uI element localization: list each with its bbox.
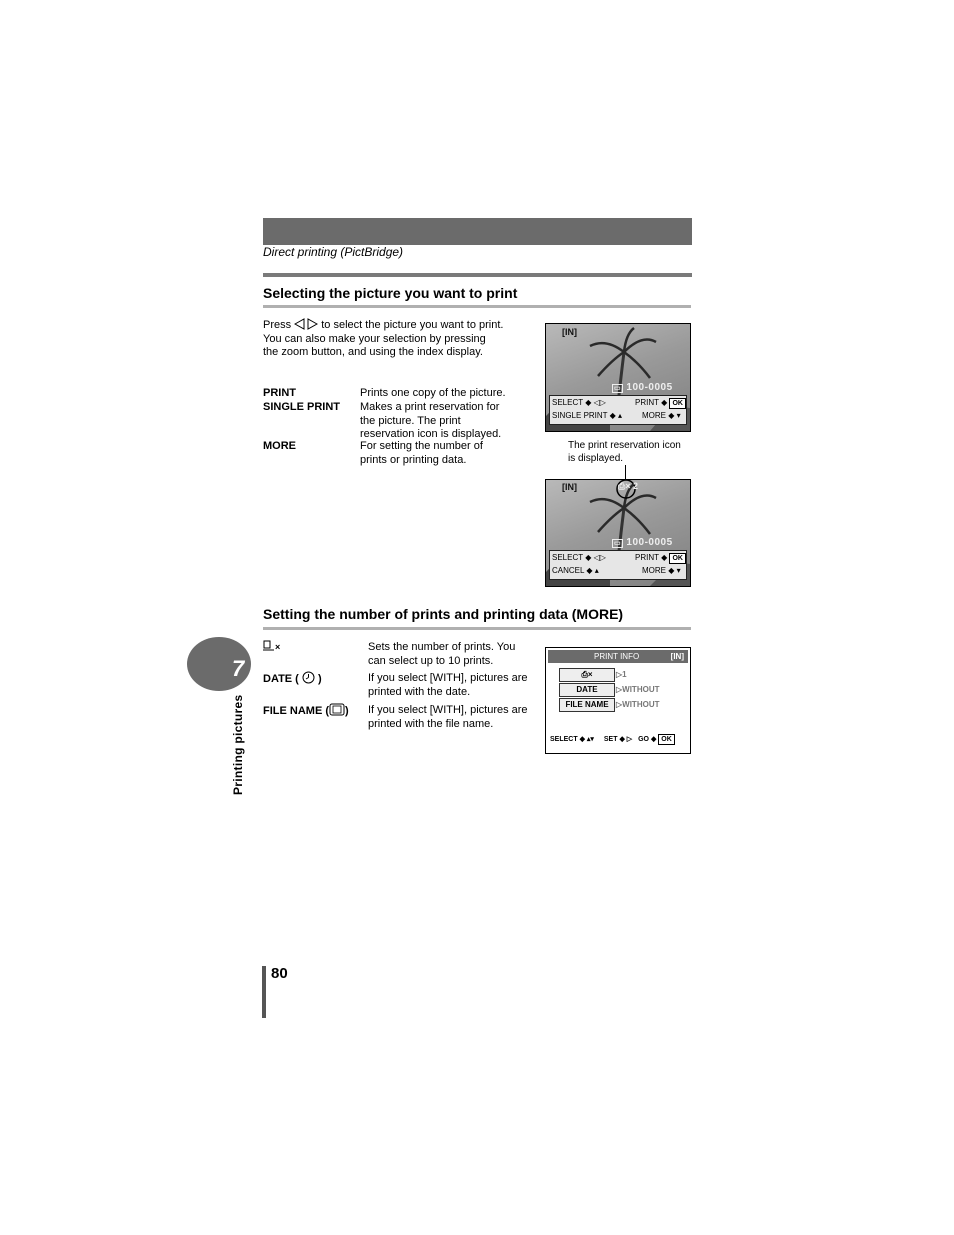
menu-item-prints[interactable] xyxy=(559,668,615,682)
chapter-number: 7 xyxy=(232,656,245,681)
desc-line: printed with the date. xyxy=(368,685,471,698)
desc-line: Prints one copy of the picture. xyxy=(360,387,506,399)
file-icon: ▭ xyxy=(614,540,622,547)
intro-prefix: Press xyxy=(263,319,292,331)
intro-line2: You can also make your selection by pressing xyxy=(263,332,486,345)
footer-select: SELECT xyxy=(550,736,578,743)
camera-screen-print-select xyxy=(545,323,691,432)
clock-icon xyxy=(302,671,315,684)
memory-indicator: [IN] xyxy=(562,482,577,492)
term-single-print: SINGLE PRINT xyxy=(263,401,341,413)
desc-more xyxy=(360,440,483,467)
desc-line: For setting the number of xyxy=(360,440,483,452)
osd-cancel-label: CANCEL xyxy=(552,566,585,575)
osd-select-label: SELECT xyxy=(552,553,583,562)
footer-go: GO xyxy=(638,736,649,743)
term-file-name xyxy=(263,703,349,717)
page-number-bar xyxy=(262,966,266,1018)
file-number xyxy=(612,382,673,393)
osd-print: PRINT ◆ OK xyxy=(635,397,686,409)
osd-more-label: MORE xyxy=(642,411,666,420)
osd-single-print: SINGLE PRINT ◆ ▴ xyxy=(552,411,623,420)
print-info-screen xyxy=(545,647,691,754)
desc-line: can select up to 10 prints. xyxy=(368,654,494,667)
term-date-label: DATE ( xyxy=(263,673,299,685)
print-reservation-icon: ⎙ xyxy=(618,481,626,491)
menu-value-file-name-text: WITHOUT xyxy=(622,700,660,709)
ok-button-icon: OK xyxy=(669,398,686,409)
term-number-of-prints-label: × xyxy=(275,642,281,652)
top-rule xyxy=(263,273,692,277)
section-rule xyxy=(263,305,691,308)
osd-print-label: PRINT xyxy=(635,553,659,562)
desc-file-name xyxy=(368,704,528,731)
section-title-select-picture: Selecting the picture you want to print xyxy=(263,285,518,301)
menu-value-date-text: WITHOUT xyxy=(622,685,660,694)
desc-date xyxy=(368,672,528,699)
intro-line3: the zoom button, and using the index display. xyxy=(263,346,483,358)
menu-value-prints-text: 1 xyxy=(622,670,627,679)
desc-single-print xyxy=(360,401,501,442)
file-number xyxy=(612,537,673,548)
menu-value-date: ▷WITHOUT xyxy=(616,685,660,694)
intro-suffix: to select the picture you want to print. xyxy=(321,319,504,331)
term-number-of-prints xyxy=(263,640,280,653)
print-reservation-indicator xyxy=(618,481,638,492)
menu-item-prints-label: × xyxy=(587,670,593,679)
desc-line: If you select [WITH], pictures are xyxy=(368,704,528,716)
page-number: 80 xyxy=(271,965,288,982)
desc-line: printed with the file name. xyxy=(368,717,494,730)
term-date-end: ) xyxy=(317,673,322,685)
file-number-text: 100-0005 xyxy=(626,382,673,393)
term-file-name-label: FILE NAME ( xyxy=(263,705,329,717)
osd-select: SELECT ◆ ◁▷ xyxy=(552,398,606,407)
ok-button-icon: OK xyxy=(669,553,686,564)
intro-paragraph xyxy=(263,318,533,360)
term-date xyxy=(263,671,322,685)
osd-more: MORE ◆ ▾ xyxy=(642,566,681,575)
caption-line: is displayed. xyxy=(568,453,624,464)
print-info-header xyxy=(548,650,688,663)
osd-more-label: MORE xyxy=(642,566,666,575)
desc-line: Sets the number of prints. You xyxy=(368,641,516,653)
term-more: MORE xyxy=(263,440,296,452)
desc-line: the picture. The print xyxy=(360,414,461,427)
camera-screen-reserved xyxy=(545,479,691,587)
section-title-more: Setting the number of prints and printing data (MORE) xyxy=(263,606,624,622)
chapter-label: Printing pictures xyxy=(231,694,245,795)
file-icon: ▭ xyxy=(614,385,622,392)
memory-indicator: [IN] xyxy=(562,327,577,337)
running-head: Direct printing (PictBridge) xyxy=(263,245,404,259)
print-count-icon xyxy=(263,640,275,652)
menu-value-prints: ▷1 xyxy=(616,670,627,679)
osd-print: PRINT ◆ OK xyxy=(635,552,686,564)
screen-caption xyxy=(568,439,681,465)
caption-line: The print reservation icon xyxy=(568,440,681,451)
header-bar xyxy=(263,218,692,245)
osd-cancel: CANCEL ◆ ▴ xyxy=(552,566,599,575)
left-right-arrow-icon xyxy=(294,318,318,330)
file-name-icon xyxy=(329,703,345,716)
osd-print-label: PRINT xyxy=(635,398,659,407)
desc-number-of-prints xyxy=(368,641,515,668)
section-rule xyxy=(263,627,691,630)
term-file-name-end: ) xyxy=(345,705,349,717)
print-count-icon: ⎙ xyxy=(581,670,588,679)
osd-select: SELECT ◆ ◁▷ xyxy=(552,553,606,562)
memory-indicator: [IN] xyxy=(670,652,684,661)
desc-print xyxy=(360,387,506,401)
menu-value-file-name: ▷WITHOUT xyxy=(616,700,660,709)
footer-set: SET xyxy=(603,736,618,743)
osd-more: MORE ◆ ▾ xyxy=(642,411,681,420)
osd-select-label: SELECT xyxy=(552,398,583,407)
print-info-title: PRINT INFO xyxy=(594,652,640,661)
term-print: PRINT xyxy=(263,387,296,399)
desc-line: reservation icon is displayed. xyxy=(360,428,502,440)
desc-line: If you select [WITH], pictures are xyxy=(368,672,528,684)
file-number-text: 100-0005 xyxy=(626,537,673,548)
osd-menu xyxy=(549,550,687,580)
menu-item-date[interactable]: DATE xyxy=(559,683,615,697)
menu-item-file-name[interactable]: FILE NAME xyxy=(559,698,615,712)
ok-button-icon: OK xyxy=(658,734,675,745)
osd-single-print-label: SINGLE PRINT xyxy=(552,411,608,420)
desc-line: Makes a print reservation for xyxy=(360,401,500,413)
menu-footer: SELECT ◆ ▴▾ SET ◆ ▷ GO ◆ OK xyxy=(550,734,675,745)
osd-menu xyxy=(549,395,687,425)
print-count: × 2 xyxy=(625,481,638,491)
desc-line: prints or printing data. xyxy=(360,453,467,466)
